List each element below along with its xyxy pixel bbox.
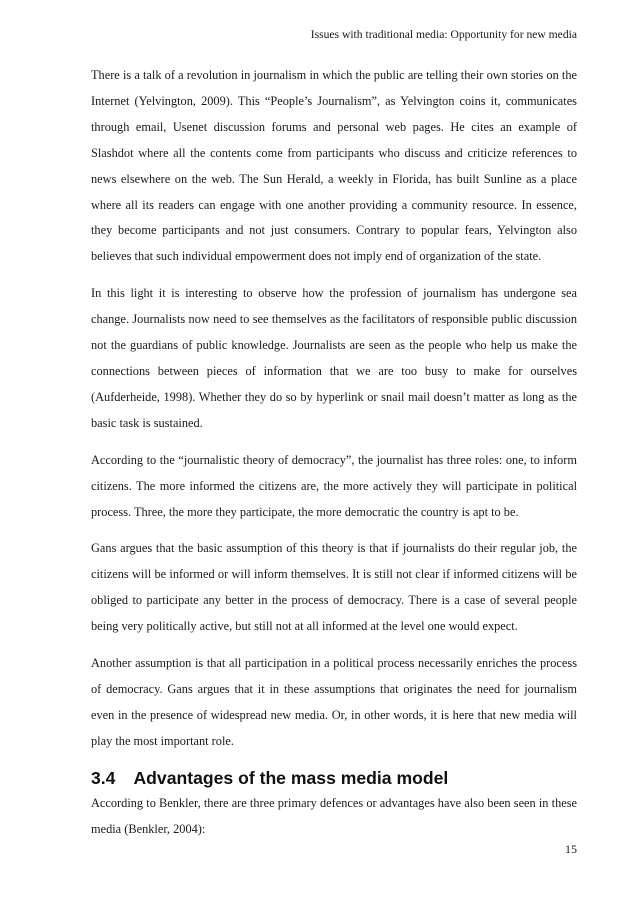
section-heading: [91, 766, 577, 790]
paragraph-participation-assumption: Another assumption is that all participation in a political process necessarily enriches the process of democracy. Gans argues that it in these assumptions that originates the need for journalism even in the presence of widespread new media. Or, in other words, it is here that new media will play the most important role.: [91, 656, 577, 748]
page-number: 15: [565, 842, 577, 856]
running-header: Issues with traditional media: Opportunity for new media: [310, 28, 577, 41]
page-content: [91, 63, 577, 853]
paragraph-benkler-intro: According to Benkler, there are three primary defences or advantages have also been seen in these media (Benkler, 2004):: [91, 795, 577, 836]
paragraph-journalistic-theory: According to the “journalistic theory of democracy”, the journalist has three roles: one, to inform citizens. The more informed the citizens are, the more actively they will participate in political process. Three, the more they participate, the more democratic the country is apt to be.: [91, 452, 577, 519]
paragraph-gans-assumption: Gans argues that the basic assumption of this theory is that if journalists do their regular job, the citizens will be informed or will inform themselves. It is still not clear if informed citizens will be obliged to participate any better in the process of democracy. There is a case of several people being very politically active, but still not at all informed at the level one would expect.: [91, 541, 577, 634]
paragraph-profession-change: In this light it is interesting to observe how the profession of journalism has undergone sea change. Journalists now need to see themselves as the facilitators of responsible public discussion not the guardians of public knowledge. Journalists are seen as the people who help us make the connections between pieces of information that we are too busy to make for ourselves (Aufderheide, 1998). Whether they do so by hyperlink or snail mail doesn’t matter as long as the basic task is sustained.: [91, 286, 577, 430]
paragraph-peoples-journalism: There is a talk of a revolution in journalism in which the public are telling their own stories on the Internet (Yelvington, 2009). This “People’s Journalism”, as Yelvington coins it, communicates through email, Usenet discussion forums and personal web pages. He cites an example of Slashdot where all the contents come from participants who discuss and criticize references to news elsewhere on the web. The Sun Herald, a weekly in Florida, has built Sunline as a place where all its readers can engage with one another providing a community resource. In essence, they become participants and not just consumers. Contrary to popular fears, Yelvington also believes that such individual empowerment does not imply end of organization of the state.: [91, 68, 577, 264]
section-number: 3.4: [91, 767, 116, 788]
section-title: Advantages of the mass media model: [133, 767, 449, 788]
